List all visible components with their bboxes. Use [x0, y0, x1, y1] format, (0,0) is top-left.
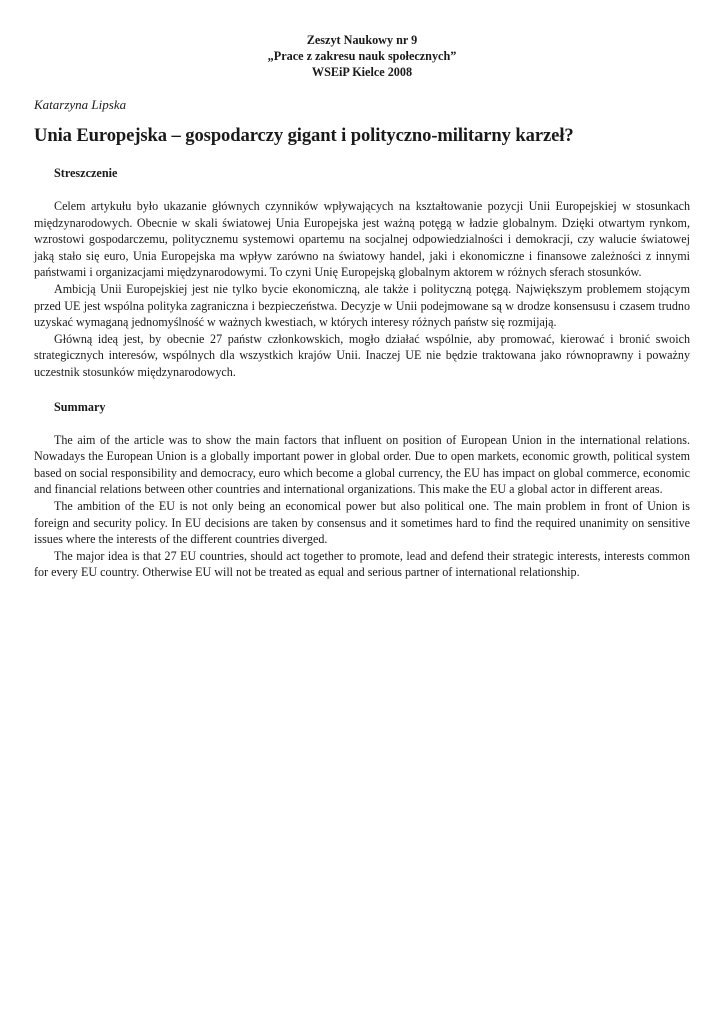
summary-paragraph-1: The aim of the article was to show the main factors that influent on position of European Union in the international relations. Nowadays the European Union is a globally important power in global order. Due to open markets, economic growth, political system based on social responsibility and democracy, euro which become a global currency, the EU has impact on global commerce, economic and financial relations between other countries and international organizations. This make the EU a global actor in different areas.	[34, 432, 690, 497]
article-title: Unia Europejska – gospodarczy gigant i polityczno-militarny karzeł?	[34, 125, 574, 146]
summary-paragraph-3: The major idea is that 27 EU countries, should act together to promote, lead and defend their strategic interests, interests common for every EU country. Otherwise EU will not be treated as equal and serious partner of international relationship.	[34, 548, 690, 580]
streszczenie-heading: Streszczenie	[54, 166, 118, 180]
journal-header	[34, 32, 690, 80]
author-name: Katarzyna Lipska	[34, 97, 127, 112]
journal-title: Zeszyt Naukowy nr 9	[306, 33, 418, 47]
streszczenie-paragraph-3: Główną ideą jest, by obecnie 27 państw członkowskich, mogło działać wspólnie, aby promować, kierować i bronić swoich strategicznych interesów, wspólnych dla wszystkich krajów Unii. Inaczej UE nie będzie traktowana jako równoprawny i poważny uczestnik stosunków międzynarodowych.	[34, 331, 690, 379]
journal-publisher: WSEiP Kielce 2008	[311, 65, 413, 79]
summary-body	[34, 432, 690, 581]
journal-series: „Prace z zakresu nauk społecznych”	[267, 49, 457, 63]
streszczenie-paragraph-1: Celem artykułu było ukazanie głównych czynników wpływających na kształtowanie pozycji Unii Europejskiej w stosunkach międzynarodowych. Obecnie w skali światowej Unia Europejska jest ważną potęgą w ładzie globalnym. Dzięki otwartym rynkom, wzrostowi gospodarczemu, politycznemu systemowi opartemu na socjalnej odpowiedzialności i demokracji, czy walucie światowej jaką stało się euro, Unia Europejska ma wpływ zarówno na światowy handel, jaki i ekonomiczne i finansowe zależności z innymi państwami i organizacjami międzynarodowymi. To czyni Unię Europejską globalnym aktorem w różnych sferach stosunków.	[34, 199, 690, 280]
summary-paragraph-2: The ambition of the EU is not only being an economical power but also political one. The main problem in front of Union is foreign and security policy. In EU decisions are taken by consensus and it sometimes hard to find the required unanimity on sensitive issues where the interests of the different countries diverged.	[34, 498, 690, 547]
streszczenie-body	[34, 198, 690, 381]
summary-heading: Summary	[54, 399, 106, 414]
streszczenie-paragraph-2: Ambicją Unii Europejskiej jest nie tylko bycie ekonomiczną, ale także i polityczną potęgą. Największym problemem stojącym przed UE jest wspólna polityka zagraniczna i bezpieczeństwa. Decyzje w Unii podejmowane są w drodze konsensusu i czasem trudno uzyskać wymaganą jednomyślność w ważnych kwestiach, w których interesy różnych państw się rozmijają.	[34, 281, 690, 330]
document-page	[34, 32, 690, 581]
